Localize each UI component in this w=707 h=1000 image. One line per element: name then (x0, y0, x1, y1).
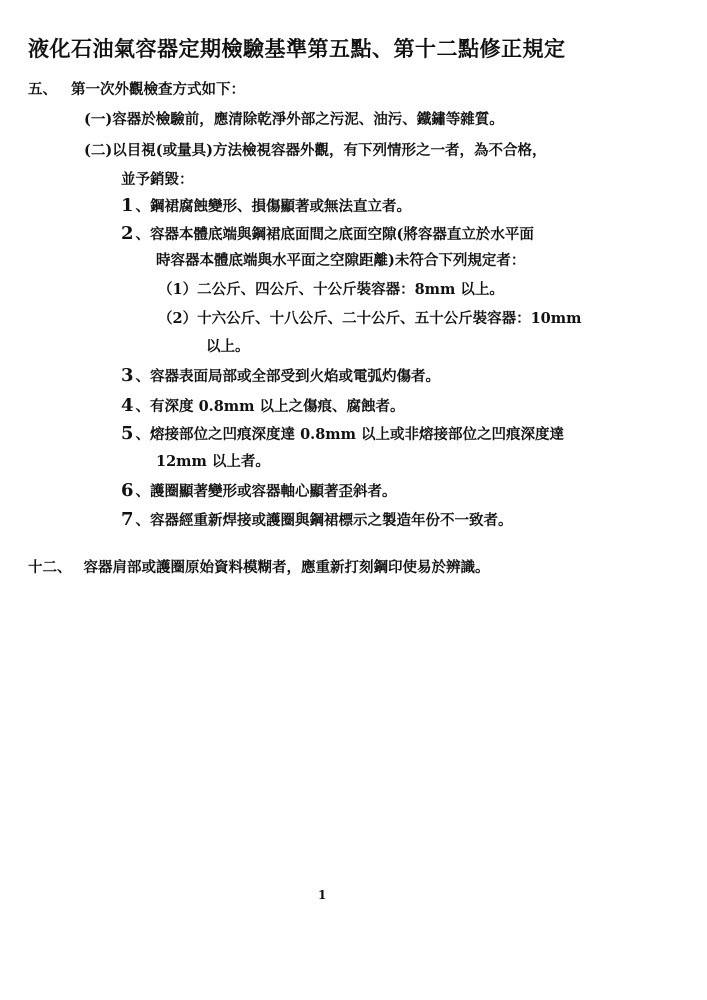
section-5-heading (28, 80, 245, 100)
section-12-label: 十二、 (28, 559, 72, 576)
subsection-2-line-1: (二)以目視(或量具)方法檢視容器外觀，有下列情形之一者，為不合格， (84, 142, 547, 159)
sub-item-2-continued: 以上。 (206, 338, 250, 355)
list-item-5: 5 、熔接部位之凹痕深度達 0.8mm 以上或非熔接部位之凹痕深度達 (121, 423, 565, 444)
section-5-heading-text: 第一次外觀檢查方式如下： (71, 81, 245, 98)
sub-item-2: （2）十六公斤、十八公斤、二十公斤、五十公斤裝容器：10mm (158, 310, 582, 327)
page-number: 1 (318, 888, 327, 902)
list-item-1: 1 、鋼裙腐蝕變形、損傷顯著或無法直立者。 (121, 195, 412, 216)
section-12 (28, 558, 490, 578)
sub-item-1: （1）二公斤、四公斤、十公斤裝容器：8mm 以上。 (158, 281, 504, 298)
subsection-1: (一)容器於檢驗前，應清除乾淨外部之污泥、油污、鐵鏽等雜質。 (84, 111, 504, 128)
section-12-text: 容器肩部或護圈原始資料模糊者，應重新打刻鋼印使易於辨識。 (83, 559, 490, 576)
subsection-2-line-2: 並予銷毀： (121, 171, 194, 188)
document-title: 液化石油氣容器定期檢驗基準第五點、第十二點修正規定 (28, 36, 566, 61)
list-item-2: 2 、容器本體底端與鋼裙底面間之底面空隙(將容器直立於水平面 (121, 223, 534, 244)
list-item-2-continued: 時容器本體底端與水平面之空隙距離)未符合下列規定者： (156, 252, 526, 269)
section-5-label: 五、 (28, 81, 57, 98)
list-item-5-continued: 12mm 以上者。 (156, 453, 270, 470)
list-item-3: 3 、容器表面局部或全部受到火焰或電弧灼傷者。 (121, 365, 441, 386)
list-item-4: 4 、有深度 0.8mm 以上之傷痕、腐蝕者。 (121, 395, 405, 416)
list-item-6: 6 、護圈顯著變形或容器軸心顯著歪斜者。 (121, 480, 397, 501)
list-item-7: 7 、容器經重新焊接或護圈與鋼裙標示之製造年份不一致者。 (121, 509, 513, 530)
